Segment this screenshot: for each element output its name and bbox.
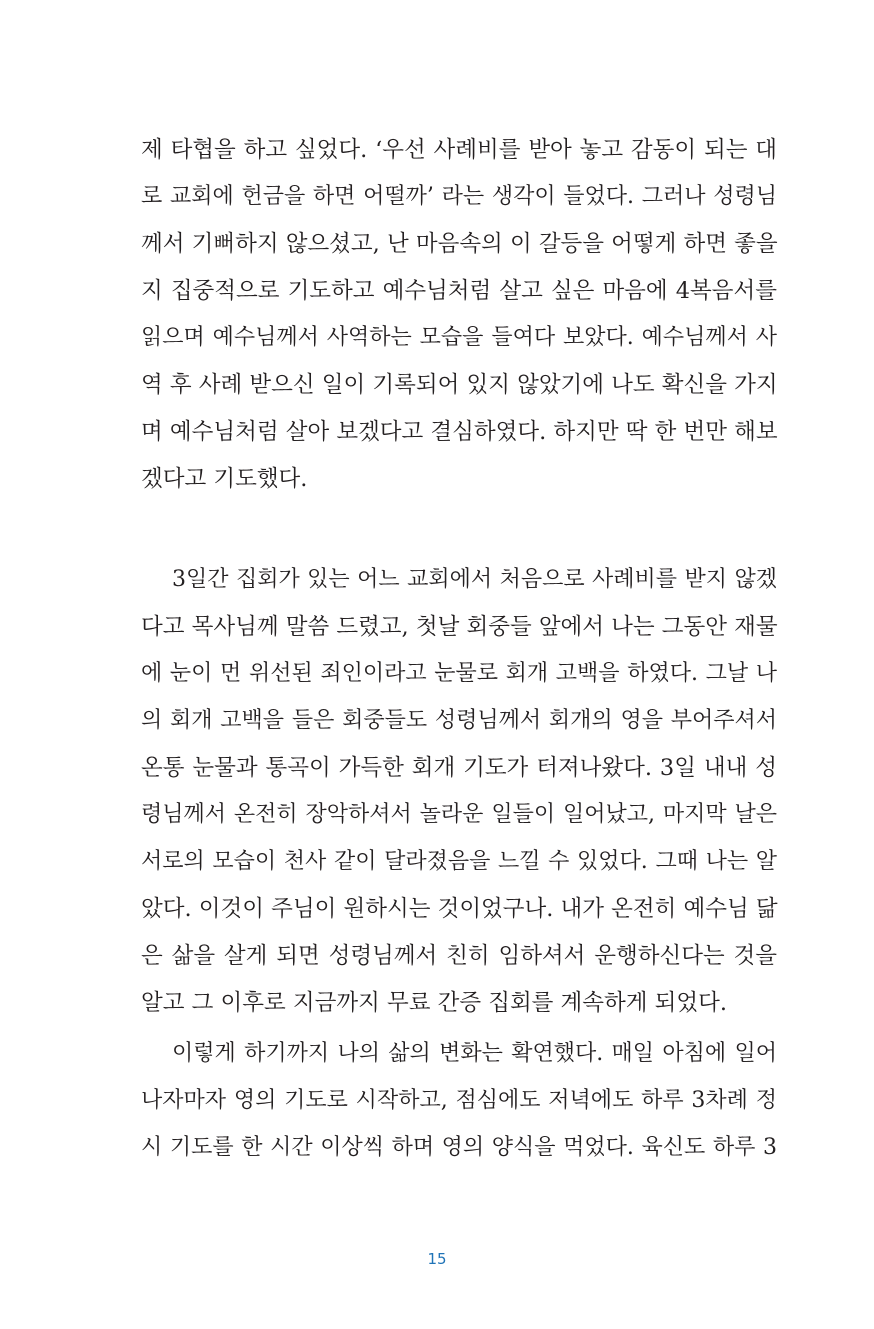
text-line: 지 집중적으로 기도하고 예수님처럼 살고 싶은 마음에 4복음서를: [141, 278, 777, 304]
text-line: 나자마자 영의 기도로 시작하고, 점심에도 저녁에도 하루 3차례 정: [141, 1088, 777, 1113]
text-line: 읽으며 예수님께서 사역하는 모습을 들여다 보았다. 예수님께서 사: [141, 325, 777, 350]
text-line: 역 후 사례 받으신 일이 기록되어 있지 않았기에 나도 확신을 가지: [141, 372, 778, 398]
text-line: 겠다고 기도했다.: [141, 466, 308, 492]
text-line: 로 교회에 헌금을 하면 어떨까’ 라는 생각이 들었다. 그러나 성령님: [141, 184, 777, 209]
text-line: 알고 그 이후로 지금까지 무료 간증 집회를 계속하게 되었다.: [141, 990, 728, 1016]
text-line: 다고 목사님께 말씀 드렸고, 첫날 회중들 앞에서 나는 그동안 재물: [141, 614, 778, 640]
page-number: 15: [427, 1250, 447, 1268]
text-line: 께서 기뻐하지 않으셨고, 난 마음속의 이 갈등을 어떻게 하면 좋을: [141, 231, 778, 257]
text-line: 서로의 모습이 천사 같이 달라졌음을 느낄 수 있었다. 그때 나는 알: [141, 849, 777, 874]
text-line: 에 눈이 먼 위선된 죄인이라고 눈물로 회개 고백을 하였다. 그날 나: [141, 661, 777, 686]
text-line: 시 기도를 한 시간 이상씩 하며 영의 양식을 먹었다. 육신도 하루 3: [141, 1135, 777, 1160]
text-line: 며 예수님처럼 살아 보겠다고 결심하였다. 하지만 딱 한 번만 해보: [141, 419, 778, 445]
text-line: 3일간 집회가 있는 어느 교회에서 처음으로 사례비를 받지 않겠: [172, 567, 777, 592]
text-line: 의 회개 고백을 들은 회중들도 성령님께서 회개의 영을 부어주셔서: [141, 708, 777, 733]
text-line: 이렇게 하기까지 나의 삶의 변화는 확연했다. 매일 아침에 일어: [172, 1041, 777, 1066]
text-line: 았다. 이것이 주님이 원하시는 것이었구나. 내가 온전히 예수님 닮: [141, 896, 778, 922]
text-line: 제 타협을 하고 싶었다. ‘우선 사례비를 받아 놓고 감동이 되는 대: [141, 137, 777, 163]
text-line: 온통 눈물과 통곡이 가득한 회개 기도가 터져나왔다. 3일 내내 성: [141, 755, 777, 781]
text-line: 령님께서 온전히 장악하셔서 놀라운 일들이 일어났고, 마지막 날은: [141, 802, 777, 827]
text-line: 은 삶을 살게 되면 성령님께서 친히 임하셔서 운행하신다는 것을: [141, 943, 777, 969]
